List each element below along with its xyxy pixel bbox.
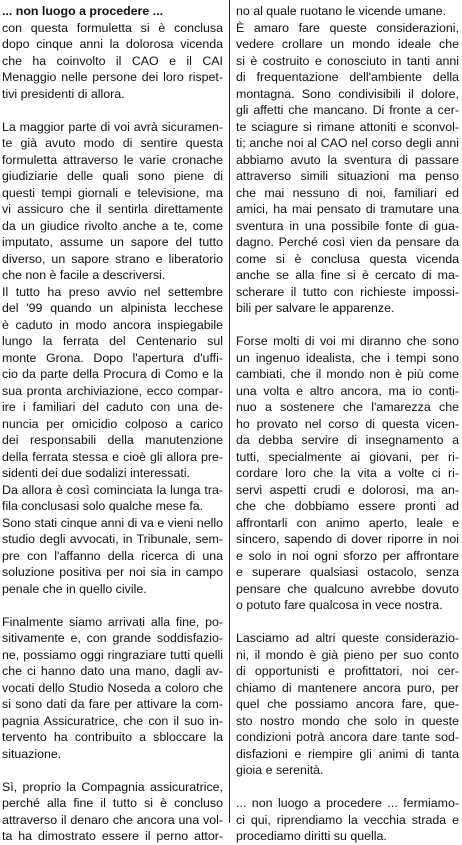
text-line: cambiati, che il mondo non è più come [236,367,459,381]
text-line: pre con l'affanno della ricerca di una [2,548,223,563]
text-line: o potuto fare qualcosa in vece nostra. [236,598,443,612]
text-line: lungo la ferrata del Centenario sul [2,334,223,348]
text-line: gli affetti che mancano. Di fronte a cer- [236,103,459,117]
text-line: montagna. Sono condivisibili il dolore, [236,86,459,101]
text-line: di frequentazione dell'ambiente della [236,70,459,84]
text-line: tutti, specialmente ai giovani, per ri- [236,449,459,464]
text-line: da debba servire di insegnamento a [236,433,459,447]
text-line: si è costruito e conosciuto in tanti anni [236,53,459,68]
text-line: cio da parte della Procura di Como e la [2,367,223,381]
paragraph-gap [236,614,459,631]
text-line: Da allora è così cominciata la lunga tra- [2,482,223,497]
text-line: sua pronta archiviazione, ecco compar- [2,383,223,398]
text-line: questi tempi giornali e televisione, ma [2,185,223,200]
text-line: condizioni potrà ancora dare tante sod- [236,730,459,744]
text-line: un ingenuo idealista, che i tempi sono [236,350,459,365]
text-line: ta ha dimostrato essere il perno attor- [2,829,223,843]
text-line: nuo a sostenere che l'amarezza che [236,400,459,414]
column-divider [229,0,230,823]
text-line: cordare loro che la vita a volte ci ri- [236,466,459,480]
text-line: Finalmente siamo arrivati alla fine, po- [2,614,223,629]
text-line: vocati dello Studio Noseda a coloro che [2,680,223,695]
text-line: una volta e altro ancora, ma io conti- [236,383,459,398]
text-line: sidenti dei due sodalizi interessati. [2,466,191,480]
text-line: dei responsabili della manutenzione [2,433,223,447]
text-line: scherare il tutto con richieste impossi- [236,284,459,299]
text-line: Sì, proprio la Compagnia assicuratrice, [2,779,223,794]
text-line: anche se alla fine si è cercato di ma- [236,268,459,282]
text-line: monte Grona. Dopo l'apertura d'uffi- [2,350,223,365]
paragraph-gap [236,779,459,796]
text-line: tivi presidenti di allora. [2,86,125,101]
text-line: imputato, assume un sapore del tutto [2,235,223,249]
right-column [236,3,459,845]
article-heading-line: ... non luogo a procedere ... [2,4,164,18]
text-line: servi aspetti crudi e dolorosi, ma an- [236,482,459,497]
text-line: nuncia per omicidio colposo a carico [2,416,223,431]
text-line: ho provato nel corso di questa vicen- [236,416,459,431]
text-line: situazione. [2,746,62,761]
paragraph-gap [2,597,223,614]
text-line: sventura in una possibile fonte di gua- [236,218,459,233]
text-line: Menaggio nelle persone dei loro rispet- [2,70,223,84]
text-line: bili per salvare le apparenze. [236,301,395,315]
text-line: tervento ha contribuito a sbloccare la [2,730,223,744]
text-line: La maggior parte di voi avrà sicuramen- [2,119,223,134]
text-line: che non è facile a descriversi. [2,268,166,282]
paragraph-gap [2,762,223,779]
text-line: Sono stati cinque anni di va e vieni nello [2,515,223,530]
text-line: ci qui, riprendiamo la vecchia strada e [236,812,459,827]
text-line: diverso, un sapore strano e liberatorio [2,251,223,266]
text-line: della ferrata stessa e cioè gli allora pre- [2,449,223,464]
text-line: chiamo di mantenere ancora puro, per [236,680,459,695]
text-line: come si è conclusa questa vicenda [236,251,459,266]
text-line: sto nostro mondo che solo in queste [236,713,459,728]
text-line: ni, il mondo è già pieno per suo conto [236,647,459,662]
text-line: e solo in noi ogni sforzo per affrontare [236,548,459,563]
text-line: e superare qualsiasi ostacolo, senza [236,565,459,579]
text-line: sincero, sapendo di dover riporre in noi [236,532,459,546]
text-line: ... non luogo a procedere ... fermiamo- [236,796,459,810]
text-line: fila conclusasi solo qualche mese fa. [2,499,204,513]
text-line: È amaro fare queste considerazioni, [236,20,459,35]
paragraph-gap [2,102,223,119]
text-line: vi assicuro che il sentirla direttamente [2,202,223,216]
paragraph-gap [236,317,459,334]
text-line: dagno. Perché così vien da pensare da [236,235,459,249]
text-line: Lasciamo ad altri queste considerazio- [236,631,459,645]
text-line: pagnia Assicuratrice, che con il suo in- [2,713,223,728]
left-column [2,3,223,845]
text-line: perché alla fine il tutto si è concluso [2,796,223,810]
text-line: disfazioni e riempire gli animi di tanta [236,746,459,761]
text-line: penale che in quello civile. [2,581,147,596]
text-line: ti; anche noi al CAO nel corso degli anni [236,136,459,150]
text-line: gioia e serenità. [236,763,324,777]
text-line: pensare che qualcuno avrebbe dovuto [236,581,459,596]
text-line: attraverso il denaro che ancora una vol- [2,812,223,827]
text-line: procediamo diritti su quella. [236,829,387,843]
text-line: che ci hanno dato una mano, dagli av- [2,664,223,678]
text-line: che ha coinvolto il CAO e il CAI [2,53,223,68]
text-line: che mai nessuno di noi, familiari ed [236,185,459,200]
text-line: quel che possiamo ancora fare, que- [236,697,459,711]
text-line: ne, possiamo oggi ringraziare tutti quelli [2,647,223,662]
text-line: soluzione positiva per noi sia in campo [2,565,223,579]
text-line: studio degli avvocati, in Tribunale, sem- [2,532,223,546]
text-line: che che dobbiamo essere pronti ad [236,499,459,513]
text-line: si sono dati da fare per attivare la com- [2,697,223,711]
text-line: abbiamo avuto la sventura di passare [236,152,459,167]
text-line: sitivamente e, con grande soddisfazio- [2,631,223,645]
text-line: Il tutto ha preso avvio nel settembre [2,284,223,299]
text-line: vedere crollare un mondo ideale che [236,37,459,51]
text-line: dopo cinque anni la dolorosa vicenda [2,37,223,51]
text-line: formuletta attraverso le varie cronache [2,152,223,167]
text-line: ire i familiari del caduto con una de- [2,400,223,414]
text-line: te sciagure si rimane attoniti e sconvol- [236,119,459,134]
text-line: amici, ha mai pensato di tramutare una [236,202,459,216]
text-line: attraverso simili situazioni ma penso [236,169,459,183]
text-line: no al quale ruotano le vicende umane. [236,4,447,18]
text-line: è caduto in modo ancora inspiegabile [2,317,223,332]
text-line: con questa formuletta si è conclusa [2,20,223,35]
text-line: giudiziarie delle quali sono piene di [2,169,223,183]
text-line: di opportunisti e profittatori, noi cer- [236,664,459,678]
text-line: da un giudice rivolto anche a te, come [2,218,223,233]
text-line: te già avuto modo di sentire questa [2,136,223,150]
text-line: del '99 quando un alpinista lecchese [2,301,223,315]
text-line: affrontarli con animo aperto, leale e [236,515,459,530]
text-line: Forse molti di voi mi diranno che sono [236,334,459,348]
